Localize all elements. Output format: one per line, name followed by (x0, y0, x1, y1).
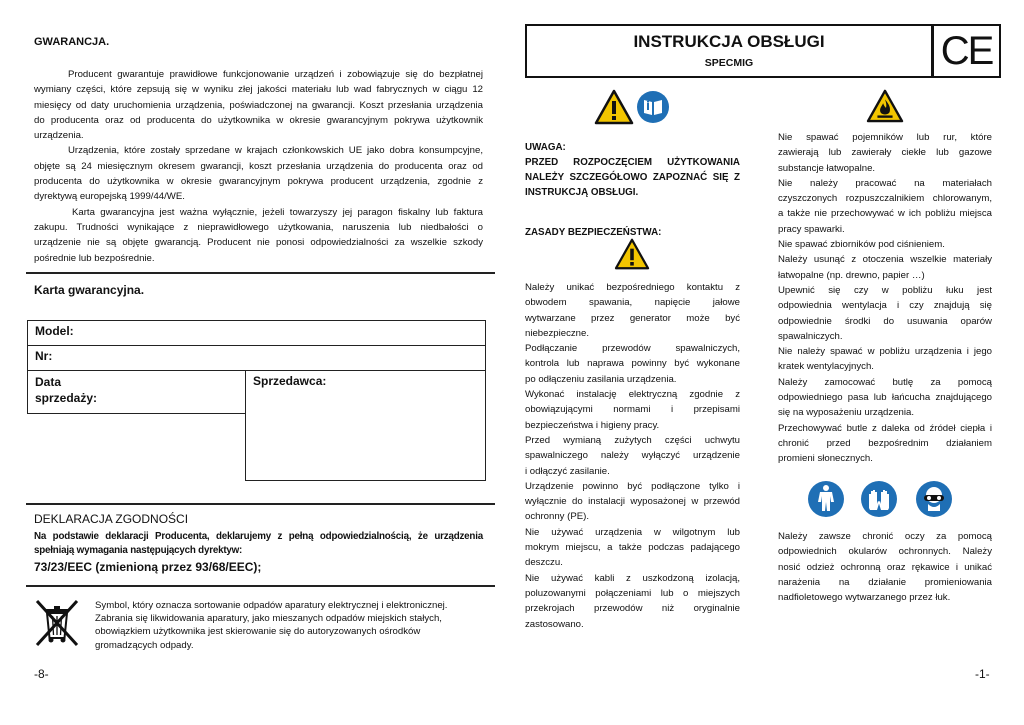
gloves-icon (860, 480, 898, 518)
manual-title: INSTRUKCJA OBSŁUGI (633, 32, 825, 51)
text-line: Urządzenia, które zostały sprzedane w krajach członkowskich UE jako dobra konsumpcyjne, (68, 145, 483, 157)
safety-heading: ZASADY BEZPIECZEŃSTWA: (525, 227, 662, 238)
weee-bin-icon (32, 598, 82, 648)
text-line: Nie należy pracować na materiałach (778, 177, 992, 189)
sale-date-label: Data sprzedaży: (35, 375, 98, 405)
text-line: objęte są 24 miesięcznym okresem gwarancji, koszt przesłania urządzenia do producenta oraz od (34, 160, 483, 172)
text-line: Podłączanie przewodów spawalniczych, (525, 343, 740, 355)
read-manual-icon (636, 90, 670, 124)
divider (26, 585, 495, 587)
text-line: odpowiedniego pasa lub łańcucha znajdującego (778, 392, 992, 404)
declaration-line-2: spełniają wymagania następujących dyrektyw: (34, 545, 243, 556)
text-line: obowiązującymi normami i przepisami (525, 404, 740, 416)
text-line: a także nie przechowywać w ich pobliżu miejsca (778, 208, 992, 220)
safety-rules-right (778, 130, 992, 467)
flammable-icon (866, 89, 904, 123)
text-line: wymiany części, które zepsują się w wyniku złej jakości materiału lub wad fabrycznych w ciągu 12 (34, 84, 483, 96)
text-line: do producenta oraz od producenta do użytkownika w okresie gwarancyjnym pokrywa użytkownik (34, 114, 483, 126)
text-line: Należy unikać bezpośredniego kontaktu z (525, 282, 740, 293)
text-line: odpowiednia wentylacja i czy znajdują się (778, 300, 992, 312)
title-box (525, 24, 933, 78)
text-line: Upewnić się czy w pobliżu łuku jest (778, 284, 992, 296)
text-line: Przed wymianą zużytych części uchwytu (525, 434, 740, 446)
text-line: przekrojach przewodów niż oryginalnie (525, 603, 740, 615)
text-line: kratek wentylacyjnych. (778, 361, 874, 373)
page-number-left: -8- (34, 667, 49, 681)
protective-clothing-icon (807, 480, 845, 518)
declaration-line-1: Na podstawie deklaracji Producenta, deklarujemy z pełną odpowiedzialnością, że urządzenia (34, 531, 483, 542)
text-line: promieni słonecznych. (778, 453, 873, 465)
text-line: substancje łatwopalne. (778, 162, 876, 174)
nr-label: Nr: (35, 349, 53, 363)
text-line: Producent gwarantuje prawidłowe funkcjonowanie urządzeń i zobowiązuje się do bezpłatnej (68, 69, 483, 80)
warranty-text (34, 67, 483, 266)
text-line: pracy spawarki. (778, 223, 845, 235)
text-line: po odłączeniu zasilania urządzenia. (525, 373, 677, 385)
text-line: i odłączyć zasilanie. (525, 465, 610, 477)
text-line: Urządzenie powinno być podłączone tylko i (525, 480, 740, 492)
text-line: Przechowywać butle z daleka od źródeł ciepła i (778, 422, 992, 434)
text-line: urządzenie nie są objęte gwarancją. Producent nie ponosi odpowiedzialności za wszelkie szkody (34, 237, 483, 249)
text-line: ochronny (PE). (525, 511, 589, 523)
text-line: odpowiednich okularów ochronnych. Należy (778, 546, 992, 558)
text-line: Nie spawać zbiorników pod ciśnieniem. (778, 239, 945, 251)
text-line: Wykonać instalację elektryczną zgodnie z (525, 389, 740, 401)
text-line: miesięcy od daty uruchomienia urządzenia, poświadczonej na gwarancji. Koszt przesłania urządzenia (34, 99, 483, 111)
text-line: czyszczonych rozpuszczalnikiem chlorowanym, (778, 193, 992, 205)
text-line: pośrednie lub bezpośrednie. (34, 252, 155, 264)
safety-rules-middle (525, 280, 740, 632)
text-line: Należy usunąć z otoczenia wszelkie materiały (778, 254, 992, 266)
warning-block: UWAGA: PRZED ROZPOCZĘCIEM UŻYTKOWANIA NALEŻY SZCZEGÓŁOWO ZAPOZNAĆ SIĘ Z INSTRUKCJĄ OBSŁUGI. (525, 142, 740, 198)
text-line: nadfioletowego wytwarzanego przez łuk. (778, 592, 951, 604)
text-line: nosić odzież ochronną oraz rękawice i unikać (778, 561, 992, 573)
text-line: bezpieczeństwa i higieny pracy. (525, 419, 660, 431)
warning-triangle-icon (594, 89, 634, 125)
warning-triangle-icon (614, 238, 650, 270)
text-line: producenta do użytkownika w okresie gwarancyjnym pokrywa producent urządzenia, zgodnie z (34, 176, 483, 188)
text-line: zawierają lub zawierały ciekłe lub gazowe (778, 147, 992, 159)
text-line: Należy zawsze chronić oczy za pomocą (778, 531, 992, 542)
seller-label: Sprzedawca: (253, 374, 327, 388)
ce-box (932, 24, 1001, 78)
text-line: spawalniczych. (778, 330, 843, 342)
declaration-heading: DEKLARACJA ZGODNOŚCI (34, 512, 189, 526)
text-line: mokrym miejscu, a także podczas padającego (525, 542, 740, 554)
model-subtitle: SPECMIG (704, 57, 754, 69)
text-line: wytwarzane przez generator może być (525, 312, 740, 324)
text-line: się na wyposażeniu urządzenia. (778, 407, 914, 419)
nr-field[interactable] (27, 345, 486, 371)
text-line: Nie należy spawać w pobliżu urządzenia i jego (778, 346, 992, 358)
sale-date-field[interactable] (27, 370, 246, 414)
text-line: wyłącznie do instalacji wyposażonej w przewód (525, 496, 740, 508)
ce-mark: CE (940, 29, 993, 73)
text-line: Karta gwarancyjna jest ważna wyłącznie, jeżeli towarzyszy jej paragon fiskalny lub faktura (72, 206, 483, 218)
text-line: niebezpieczne. (525, 327, 590, 339)
text-line: urządzenia. (34, 130, 84, 142)
card-title: Karta gwarancyjna. (34, 283, 145, 297)
safety-goggles-icon (915, 480, 953, 518)
text-line: odpowiednie środki do usuwania oparów (778, 315, 992, 327)
text-line: Nie spawać pojemników lub rur, które (778, 132, 992, 143)
text-line: Należy zamocować butlę za pomocą (778, 376, 992, 388)
text-line: deszczu. (525, 557, 563, 569)
text-line: chronić przed bezpośrednim działaniem (778, 437, 992, 449)
model-field[interactable] (27, 320, 486, 346)
text-line: spawalniczego należy wyłączyć urządzenie (525, 450, 740, 462)
weee-text: Symbol, który oznacza sortowanie odpadów aparatury elektrycznej i elektronicznej. Zabrania się likwidowania aparatury, jako mieszanych odpadów miejskich stałych, obowiązkiem użytkownika jest skierowanie się do autoryzowanych ośrodków gromadzących odpady. (95, 600, 448, 651)
text-line: narażenia na działanie promieniowania (778, 576, 992, 588)
eye-protection-text (778, 529, 992, 605)
divider (26, 503, 495, 505)
text-line: zastosowano. (525, 618, 584, 630)
divider (26, 272, 495, 274)
text-line: zakupu. Trudności wynikające z nieprawidłowego użytkowania, naruszenia lub niedbałości o (34, 221, 483, 233)
warranty-heading: GWARANCJA. (34, 36, 110, 48)
text-line: dyrektywą europejską 1999/44/WE. (34, 191, 185, 203)
text-line: kontrola lub naprawa powinny być wykonane (525, 358, 740, 370)
seller-field[interactable] (245, 370, 486, 481)
text-line: poluzowanymi połączeniami lub o miejszych (525, 587, 740, 599)
directive-text: 73/23/EEC (zmienioną przez 93/68/EEC); (34, 560, 262, 574)
page-number-right: -1- (975, 667, 990, 681)
text-line: łatwopalne (np. drewno, papier …) (778, 269, 925, 281)
text-line: Nie używać urządzenia w wilgotnym lub (525, 526, 740, 538)
text-line: obwodem spawania, napięcie jałowe (525, 297, 740, 309)
model-label: Model: (35, 324, 74, 338)
text-line: Nie używać kabli z uszkodzoną izolacją, (525, 572, 740, 584)
